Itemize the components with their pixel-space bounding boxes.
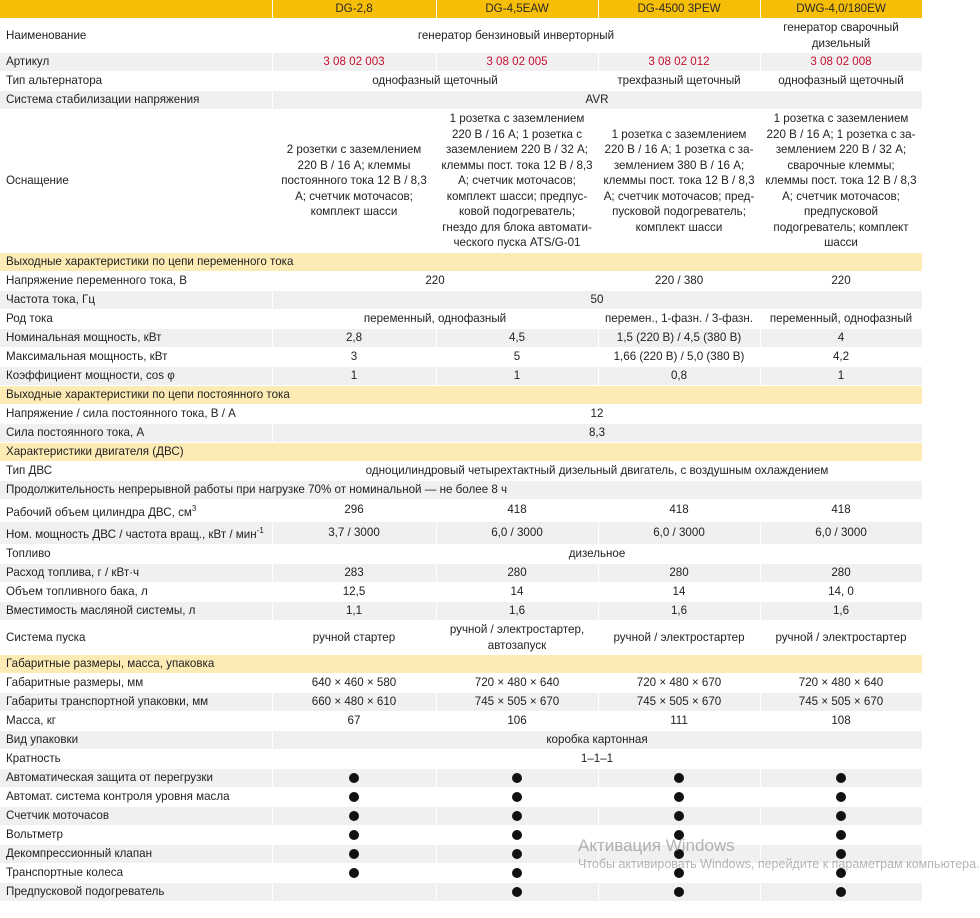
table-row (0, 731, 922, 750)
cell-value (436, 788, 598, 807)
cell-value (760, 883, 922, 902)
included-dot-icon (349, 849, 359, 859)
row-label: Вместимость масляной системы, л (0, 602, 272, 621)
cell-value (760, 845, 922, 864)
header-corner (0, 0, 272, 19)
included-dot-icon (349, 830, 359, 840)
row-label: Автомат. система контроля уровня масла (0, 788, 272, 807)
table-row (0, 19, 922, 53)
cell-value: 14 (436, 583, 598, 602)
cell-value: 418 (598, 499, 760, 522)
cell-value: 6,0 / 3000 (598, 522, 760, 545)
cell-value (760, 826, 922, 845)
cell-value: 50 (272, 290, 922, 309)
cell-value: 220 / 380 (598, 271, 760, 290)
row-label: Объем топливного бака, л (0, 583, 272, 602)
equipment-cell: 1 розетка с заземлением 220 В / 16 А; 1 розетка с заземлением 380 В / 16 А; клеммы пост. тока 12 В / 8,3 А; счетчик моточасов; предпусковой подогреватель; комплект шасси (598, 110, 760, 253)
cell-value (598, 845, 760, 864)
row-label: Автоматическая защита от перегрузки (0, 769, 272, 788)
row-label: Масса, кг (0, 712, 272, 731)
row-label: Транспортные колеса (0, 864, 272, 883)
article-number: 3 08 02 005 (436, 53, 598, 72)
cell-value: 280 (436, 564, 598, 583)
watermark-text: Чтобы активировать Windows, перейдите к параметрам компьютера. (578, 857, 980, 871)
cell-value (598, 769, 760, 788)
included-dot-icon (512, 849, 522, 859)
cell-value: 1 (760, 366, 922, 385)
cell-value: одноцилиндровый четырехтактный дизельный двигатель, с воздушным охлаждением (272, 461, 922, 480)
included-dot-icon (674, 792, 684, 802)
cell-value (598, 788, 760, 807)
cell-value: ручной стартер (272, 621, 436, 655)
cell-value: 280 (598, 564, 760, 583)
row-label-text: Ном. мощность ДВС / частота вращ., кВт / мин (6, 528, 257, 542)
cell-value (272, 883, 436, 902)
cell-value: ручной / электростартер (760, 621, 922, 655)
cell-value: 1,6 (436, 602, 598, 621)
cell-value: 14, 0 (760, 583, 922, 602)
row-label: Габаритные размеры, мм (0, 674, 272, 693)
included-dot-icon (349, 773, 359, 783)
cell-value (436, 807, 598, 826)
included-dot-icon (349, 792, 359, 802)
cell-value: AVR (272, 91, 922, 110)
included-dot-icon (512, 868, 522, 878)
table-row (0, 674, 922, 693)
cell-value: 720 × 480 × 670 (598, 674, 760, 693)
row-label: Габариты транспортной упаковки, мм (0, 693, 272, 712)
cell-value: трехфазный щеточный (598, 72, 760, 91)
row-label: Напряжение переменного тока, В (0, 271, 272, 290)
row-label (0, 499, 272, 522)
table-row (0, 545, 922, 564)
cell-value: 418 (760, 499, 922, 522)
included-dot-icon (512, 811, 522, 821)
included-dot-icon (836, 792, 846, 802)
cell-value (272, 864, 436, 883)
row-label: Декомпрессионный клапан (0, 845, 272, 864)
table-row (0, 480, 922, 499)
row-label: Система пуска (0, 621, 272, 655)
table-row (0, 404, 922, 423)
included-dot-icon (836, 868, 846, 878)
cell-value: однофазный щеточный (760, 72, 922, 91)
table-row (0, 271, 922, 290)
cell-value: 2,8 (272, 328, 436, 347)
section-header-row (0, 252, 922, 271)
cell-value (436, 845, 598, 864)
table-row (0, 72, 922, 91)
included-dot-icon (512, 792, 522, 802)
cell-value: дизельное (272, 545, 922, 564)
cell-value (272, 826, 436, 845)
cell-value (598, 883, 760, 902)
table-row (0, 845, 922, 864)
cell-value: 12 (272, 404, 922, 423)
cell-value (598, 826, 760, 845)
table-row (0, 807, 922, 826)
row-label: Кратность (0, 750, 272, 769)
table-row (0, 602, 922, 621)
article-number: 3 08 02 008 (760, 53, 922, 72)
included-dot-icon (512, 773, 522, 783)
table-row (0, 423, 922, 442)
cell-value (272, 769, 436, 788)
cell-value: 1,6 (598, 602, 760, 621)
cell-value: 640 × 460 × 580 (272, 674, 436, 693)
cell-value: 1,6 (760, 602, 922, 621)
row-label: Род тока (0, 309, 272, 328)
article-number: 3 08 02 012 (598, 53, 760, 72)
cell-value: 14 (598, 583, 760, 602)
row-label: Продолжительность непрерывной работы при нагрузке 70% от номинальной — не более 8 ч (0, 480, 922, 499)
row-label: Оснащение (0, 110, 272, 253)
row-label: Частота тока, Гц (0, 290, 272, 309)
cell-value (436, 864, 598, 883)
cell-value: перемен., 1-фазн. / 3-фазн. (598, 309, 760, 328)
table-row (0, 693, 922, 712)
model-header: DG-4500 3PEW (598, 0, 760, 19)
cell-value (760, 788, 922, 807)
cell-value: 283 (272, 564, 436, 583)
table-row (0, 769, 922, 788)
model-header: DG-2,8 (272, 0, 436, 19)
included-dot-icon (674, 830, 684, 840)
table-row (0, 621, 922, 655)
cell-value (436, 883, 598, 902)
included-dot-icon (512, 830, 522, 840)
cell-value: 1,66 (220 В) / 5,0 (380 В) (598, 347, 760, 366)
cell-value: генератор сварочный дизельный (760, 19, 922, 53)
row-label: Напряжение / сила постоянного тока, В / А (0, 404, 272, 423)
section-title: Выходные характеристики по цепи постоянного тока (0, 385, 922, 404)
cell-value: 108 (760, 712, 922, 731)
row-label: Наименование (0, 19, 272, 53)
section-title: Габаритные размеры, масса, упаковка (0, 655, 922, 674)
table-row (0, 328, 922, 347)
row-label-text: Рабочий объем цилиндра ДВС, см (6, 505, 192, 519)
table-row (0, 347, 922, 366)
row-label: Тип ДВС (0, 461, 272, 480)
table-row (0, 564, 922, 583)
included-dot-icon (674, 849, 684, 859)
section-title: Выходные характеристики по цепи переменного тока (0, 252, 922, 271)
cell-value: 0,8 (598, 366, 760, 385)
cell-value: 1 (436, 366, 598, 385)
cell-value (272, 845, 436, 864)
watermark-title: Активация Windows (578, 836, 735, 855)
cell-value: 720 × 480 × 640 (760, 674, 922, 693)
table-row (0, 110, 922, 253)
cell-value: 1 (272, 366, 436, 385)
cell-value: 1,1 (272, 602, 436, 621)
row-label: Тип альтернатора (0, 72, 272, 91)
table-row (0, 309, 922, 328)
cell-value: 3,7 / 3000 (272, 522, 436, 545)
cell-value: 418 (436, 499, 598, 522)
cell-value: 1–1–1 (272, 750, 922, 769)
cell-value: 3 (272, 347, 436, 366)
cell-value: 6,0 / 3000 (760, 522, 922, 545)
table-row (0, 366, 922, 385)
table-row (0, 826, 922, 845)
cell-value (436, 769, 598, 788)
included-dot-icon (836, 773, 846, 783)
cell-value: 296 (272, 499, 436, 522)
row-label: Вид упаковки (0, 731, 272, 750)
table-row (0, 712, 922, 731)
table-row (0, 499, 922, 522)
included-dot-icon (836, 887, 846, 897)
table-row (0, 522, 922, 545)
cell-value: 745 × 505 × 670 (598, 693, 760, 712)
cell-value (436, 826, 598, 845)
superscript: -1 (256, 526, 264, 536)
cell-value: ручной / электростартер, автозапуск (436, 621, 598, 655)
cell-value (598, 807, 760, 826)
cell-value: 6,0 / 3000 (436, 522, 598, 545)
included-dot-icon (836, 849, 846, 859)
section-title: Характеристики двигателя (ДВС) (0, 442, 922, 461)
row-label: Сила постоянного тока, А (0, 423, 272, 442)
equipment-cell: 1 розетка с заземлением 220 В / 16 А; 1 розетка с заземлением 220 В / 32 А; сварочные клеммы; клеммы пост. тока 12 В / 8,3 А; счетчик моточасов; предпусковой подогреватель; комплект шасси (760, 110, 922, 253)
section-header-row (0, 655, 922, 674)
superscript: 3 (191, 503, 197, 513)
cell-value: 4,5 (436, 328, 598, 347)
model-header: DWG-4,0/180EW (760, 0, 922, 19)
table-row (0, 583, 922, 602)
cell-value: 1,5 (220 В) / 4,5 (380 В) (598, 328, 760, 347)
included-dot-icon (674, 887, 684, 897)
table-row (0, 53, 922, 72)
row-label: Артикул (0, 53, 272, 72)
included-dot-icon (674, 811, 684, 821)
row-label: Номинальная мощность, кВт (0, 328, 272, 347)
cell-value (272, 807, 436, 826)
row-label: Вольтметр (0, 826, 272, 845)
row-label: Счетчик моточасов (0, 807, 272, 826)
table-row (0, 461, 922, 480)
cell-value: 720 × 480 × 640 (436, 674, 598, 693)
row-label: Система стабилизации напряжения (0, 91, 272, 110)
cell-value: генератор бензиновый инверторный (272, 19, 760, 53)
cell-value (598, 864, 760, 883)
table-row (0, 750, 922, 769)
included-dot-icon (674, 773, 684, 783)
cell-value: 280 (760, 564, 922, 583)
included-dot-icon (349, 868, 359, 878)
cell-value: переменный, однофазный (760, 309, 922, 328)
cell-value (272, 788, 436, 807)
section-header-row (0, 442, 922, 461)
cell-value: 12,5 (272, 583, 436, 602)
included-dot-icon (836, 811, 846, 821)
cell-value: однофазный щеточный (272, 72, 598, 91)
cell-value: 220 (760, 271, 922, 290)
cell-value (760, 769, 922, 788)
cell-value: переменный, однофазный (272, 309, 598, 328)
table-row (0, 91, 922, 110)
row-label: Коэффициент мощности, cos φ (0, 366, 272, 385)
cell-value (760, 807, 922, 826)
cell-value: 4 (760, 328, 922, 347)
equipment-cell: 2 розетки с заземлением 220 В / 16 А; клеммы постоянного тока 12 В / 8,3 А; счетчик моточасов; комплект шасси (272, 110, 436, 253)
cell-value: 745 × 505 × 670 (436, 693, 598, 712)
cell-value: ручной / электростартер (598, 621, 760, 655)
equipment-cell: 1 розетка с заземлением 220 В / 16 А; 1 розетка с заземлением 220 В / 32 А; клеммы пост. тока 12 В / 8,3 А; счетчик моточасов; комплект шасси; предпусковой подогреватель; гнездо для блока автоматического пуска ATS/G-01 (436, 110, 598, 253)
table-row (0, 883, 922, 902)
section-header-row (0, 385, 922, 404)
row-label (0, 522, 272, 545)
cell-value: 4,2 (760, 347, 922, 366)
row-label: Топливо (0, 545, 272, 564)
article-number: 3 08 02 003 (272, 53, 436, 72)
cell-value: 8,3 (272, 423, 922, 442)
table-row (0, 864, 922, 883)
model-header: DG-4,5EAW (436, 0, 598, 19)
cell-value: 220 (272, 271, 598, 290)
cell-value: коробка картонная (272, 731, 922, 750)
table-row (0, 788, 922, 807)
row-label: Максимальная мощность, кВт (0, 347, 272, 366)
included-dot-icon (349, 811, 359, 821)
cell-value: 111 (598, 712, 760, 731)
cell-value: 745 × 505 × 670 (760, 693, 922, 712)
row-label: Расход топлива, г / кВт·ч (0, 564, 272, 583)
included-dot-icon (674, 868, 684, 878)
cell-value: 5 (436, 347, 598, 366)
cell-value (760, 864, 922, 883)
cell-value: 660 × 480 × 610 (272, 693, 436, 712)
table-row (0, 290, 922, 309)
cell-value: 106 (436, 712, 598, 731)
included-dot-icon (512, 887, 522, 897)
model-header-row (0, 0, 922, 19)
cell-value: 67 (272, 712, 436, 731)
included-dot-icon (836, 830, 846, 840)
row-label: Предпусковой подогреватель (0, 883, 272, 902)
